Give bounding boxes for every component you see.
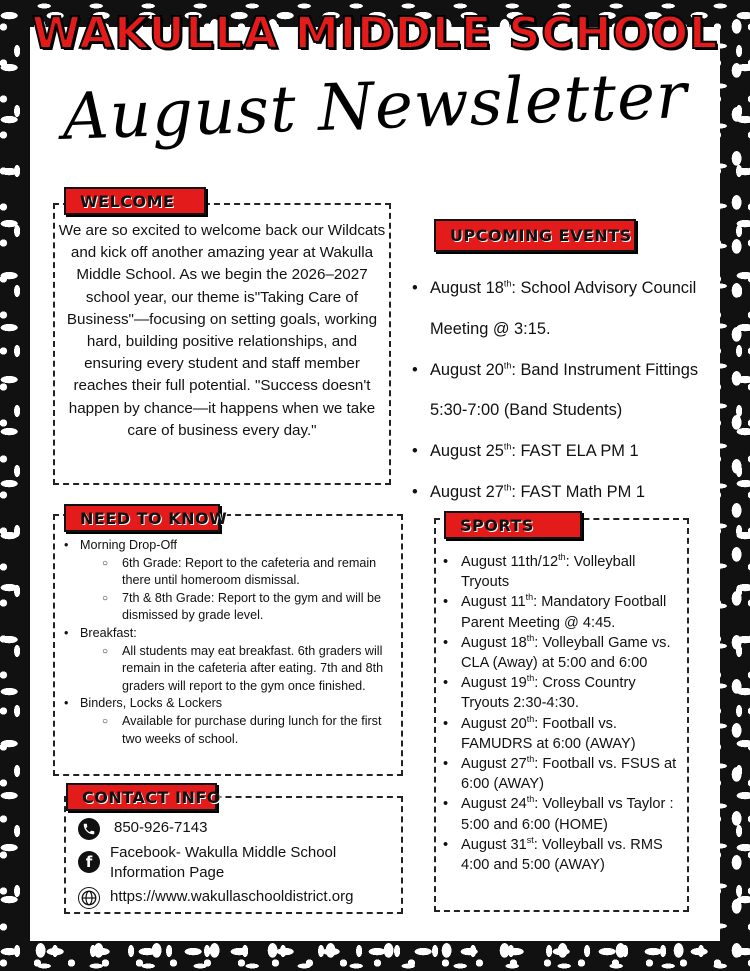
upcoming-events-label: UPCOMING EVENTS — [434, 219, 636, 252]
event-item: • August 18th: School Advisory Council Meeting @ 3:15. — [410, 268, 720, 350]
list-item: • Morning Drop-Off ○ 6th Grade: Report to the cafeteria and remain there until homeroom dismissal. ○ 7th & 8th Grade: Report to the gym and will be dismissed by grade level. — [60, 537, 398, 625]
facebook-text: Facebook- Wakulla Middle School Information Page — [110, 844, 337, 881]
list-subitem: ○ Available for purchase during lunch for the first two weeks of school. — [80, 713, 398, 748]
school-name-heading: WAKULLA MIDDLE SCHOOL — [31, 8, 719, 59]
phone-icon — [78, 818, 100, 840]
sports-list — [441, 552, 681, 875]
list-item: • Breakfast: ○ All students may eat breakfast. 6th graders will remain in the cafeteria after eating. 7th and 8th graders will report to the gym once finished. — [60, 625, 398, 695]
list-subitem: ○ 6th Grade: Report to the cafeteria and remain there until homeroom dismissal. — [80, 555, 398, 590]
need-to-know-label: NEED TO KNOW — [64, 504, 220, 532]
sports-item: • August 18th: Volleyball Game vs. CLA (Away) at 5:00 and 6:00 — [441, 633, 681, 673]
contact-website-row — [78, 887, 353, 909]
event-item: • August 27th: FAST Math PM 1 — [410, 472, 720, 513]
contact-label: CONTACT INFO — [66, 783, 217, 811]
event-item: • August 20th: Band Instrument Fittings 5:30-7:00 (Band Students) — [410, 350, 720, 432]
sports-item: • August 31st: Volleyball vs. RMS 4:00 and 5:00 (AWAY) — [441, 835, 681, 875]
sports-item: • August 11th: Mandatory Football Parent Meeting @ 4:45. — [441, 592, 681, 632]
welcome-label: WELCOME — [64, 187, 206, 215]
sports-item: • August 24th: Volleyball vs Taylor : 5:00 and 6:00 (HOME) — [441, 794, 681, 834]
list-item: • Binders, Locks & Lockers ○ Available for purchase during lunch for the first two weeks of school. — [60, 695, 398, 748]
globe-icon — [78, 887, 100, 909]
newsletter-title: August Newsletter — [61, 59, 689, 155]
upcoming-events-list — [410, 268, 720, 513]
sports-item: • August 20th: Football vs. FAMUDRS at 6:00 (AWAY) — [441, 714, 681, 754]
website-link[interactable]: https://www.wakullaschooldistrict.org — [110, 888, 354, 905]
need-to-know-list — [60, 537, 398, 748]
sports-label: SPORTS — [444, 511, 582, 539]
phone-number: 850-926-7143 — [114, 819, 208, 836]
list-subitem: ○ All students may eat breakfast. 6th graders will remain in the cafeteria after eating. 7th and 8th graders will report to the gym once finished. — [80, 643, 398, 696]
event-item: • August 25th: FAST ELA PM 1 — [410, 431, 720, 472]
sports-item: • August 19th: Cross Country Tryouts 2:30-4:30. — [441, 673, 681, 713]
contact-phone-row — [78, 818, 207, 840]
facebook-icon: f — [78, 851, 100, 873]
sports-item: • August 27th: Football vs. FSUS at 6:00 (AWAY) — [441, 754, 681, 794]
sports-item: • August 11th/12th: Volleyball Tryouts — [441, 552, 681, 592]
contact-facebook-row — [78, 843, 378, 883]
welcome-text: We are so excited to welcome back our Wildcats and kick off another amazing year at Wakulla Middle School. As we begin the 2026–2027 school year, our theme is"Taking Care of Business"—focusing on setting goals, working hard, building positive relationships, and ensuring every student and staff member reaches their full potential. "Success doesn't happen by chance—it happens when we take care of business every day." — [58, 222, 386, 439]
list-subitem: ○ 7th & 8th Grade: Report to the gym and will be dismissed by grade level. — [80, 590, 398, 625]
